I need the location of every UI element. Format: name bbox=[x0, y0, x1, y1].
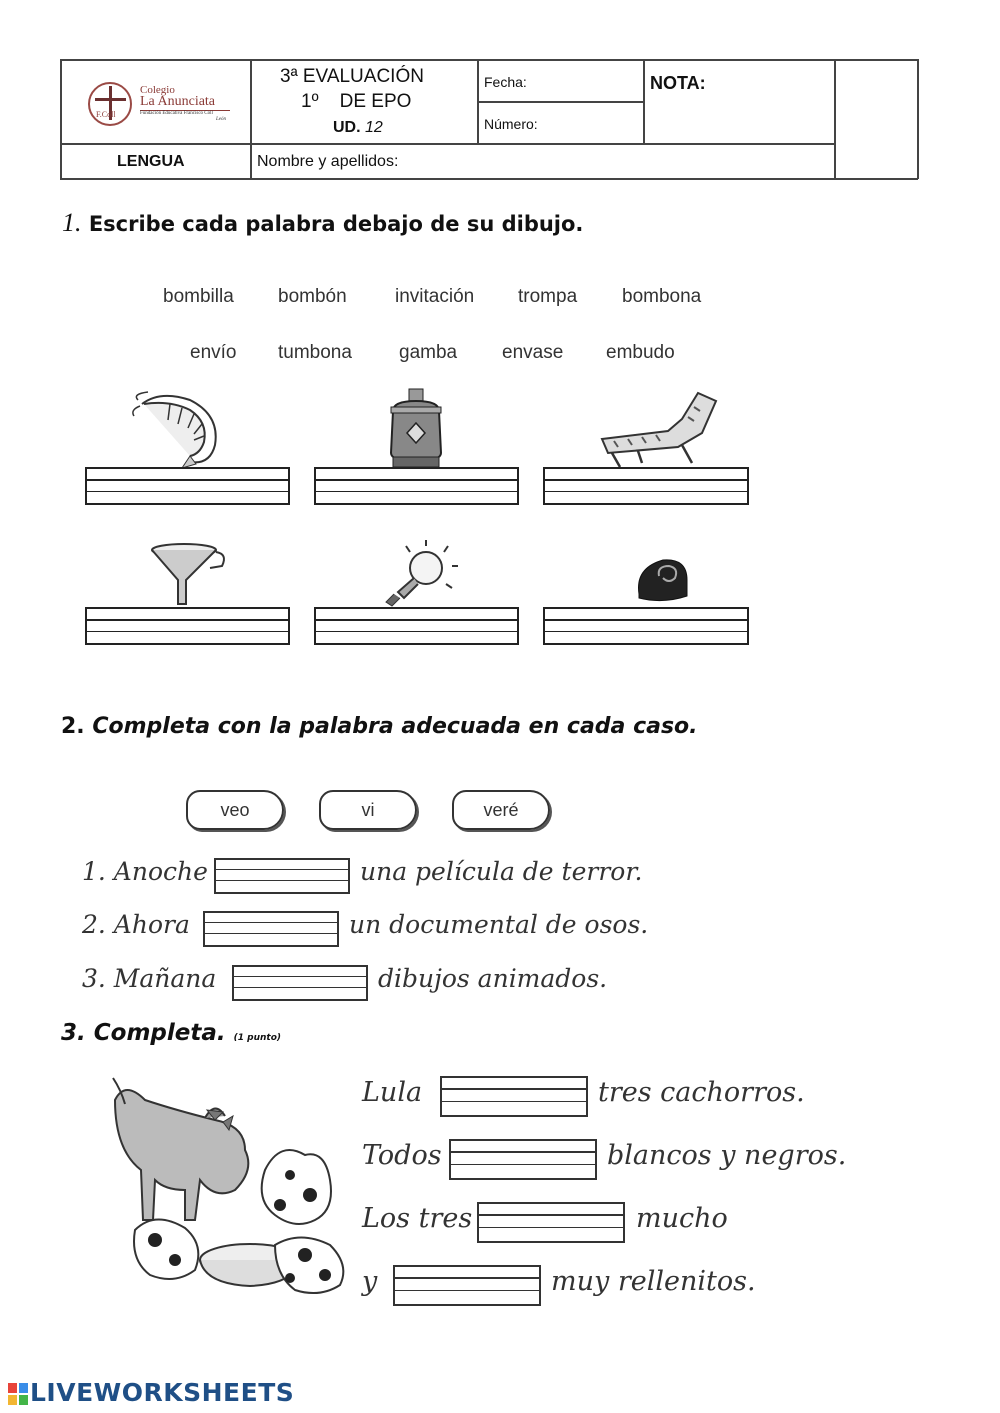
answer-lines-shrimp[interactable] bbox=[85, 467, 290, 505]
answer-lines-light-bulb[interactable] bbox=[314, 607, 519, 645]
exercise2-title-text: Completa con la palabra adecuada en cada caso. bbox=[92, 714, 698, 739]
option-vere[interactable]: veré bbox=[452, 790, 550, 830]
answer-lines-bonbon[interactable] bbox=[543, 607, 749, 645]
shrimp-icon bbox=[130, 390, 225, 470]
word-gamba: gamba bbox=[399, 342, 458, 363]
answer-lines-gas-bottle[interactable] bbox=[314, 467, 519, 505]
unit-label bbox=[333, 119, 383, 137]
option-veo[interactable]: veo bbox=[186, 790, 284, 830]
ex3-sentence3-after: mucho bbox=[636, 1203, 728, 1234]
ex2-answer3[interactable] bbox=[232, 965, 368, 1001]
answer-lines-lounge-chair[interactable] bbox=[543, 467, 749, 505]
exercise1-title bbox=[62, 208, 583, 238]
chocolate-bonbon-icon bbox=[633, 554, 691, 606]
ex2-sentence2-before: 2. Ahora bbox=[82, 910, 190, 939]
ex2-sentence3-before: 3. Mañana bbox=[82, 964, 217, 993]
logo-badge-text: F.Coll bbox=[96, 110, 116, 119]
exercise1-title-text: Escribe cada palabra debajo de su dibujo. bbox=[88, 212, 584, 236]
school-name-line2: La Anunciata bbox=[140, 94, 216, 109]
liveworksheets-brand: LIVEWORKSHEETS bbox=[30, 1378, 295, 1407]
word-invitacion: invitación bbox=[395, 286, 475, 307]
ex2-sentence1-before: 1. Anoche bbox=[82, 857, 208, 886]
ex3-answer3[interactable] bbox=[477, 1202, 625, 1243]
lounge-chair-icon bbox=[598, 389, 720, 469]
ex3-sentence4-after: muy rellenitos. bbox=[551, 1266, 756, 1297]
ex3-sentence1-before: Lula bbox=[362, 1077, 423, 1108]
numero-label: Número: bbox=[484, 116, 538, 132]
ex3-answer2[interactable] bbox=[449, 1139, 597, 1180]
word-envase: envase bbox=[502, 342, 564, 363]
ex2-sentence3-after: dibujos animados. bbox=[378, 964, 608, 993]
liveworksheets-logo-icon bbox=[8, 1383, 28, 1405]
answer-lines-funnel[interactable] bbox=[85, 607, 290, 645]
subject-label: LENGUA bbox=[117, 153, 185, 170]
ex3-sentence2-before: Todos bbox=[362, 1140, 442, 1171]
word-trompa: trompa bbox=[518, 286, 578, 307]
evaluation-title: 3ª EVALUACIÓN bbox=[280, 66, 424, 87]
exercise3-points: (1 punto) bbox=[233, 1033, 282, 1043]
exercise2-title bbox=[61, 714, 698, 739]
word-bombona: bombona bbox=[622, 286, 702, 307]
course-label: 1º DE EPO bbox=[301, 91, 412, 112]
word-envio: envío bbox=[190, 342, 237, 363]
ex3-sentence2-after: blancos y negros. bbox=[607, 1140, 847, 1171]
ex3-sentence4-before: y bbox=[362, 1266, 378, 1297]
ex3-answer1[interactable] bbox=[440, 1076, 588, 1117]
exercise3-number: 3. bbox=[61, 1020, 86, 1046]
exercise2-number: 2. bbox=[61, 714, 85, 739]
ex3-answer4[interactable] bbox=[393, 1265, 541, 1306]
option-vi[interactable]: vi bbox=[319, 790, 417, 830]
ex2-sentence1-after: una película de terror. bbox=[360, 857, 643, 886]
nota-label: NOTA: bbox=[650, 73, 706, 93]
ex2-answer1[interactable] bbox=[214, 858, 350, 894]
name-label: Nombre y apellidos: bbox=[257, 153, 399, 170]
gas-bottle-icon bbox=[385, 387, 447, 469]
word-tumbona: tumbona bbox=[278, 342, 352, 363]
word-bombon: bombón bbox=[278, 286, 347, 307]
exercise3-title bbox=[61, 1020, 281, 1046]
unit-number: 12 bbox=[365, 119, 383, 136]
funnel-icon bbox=[148, 542, 228, 607]
ex2-answer2[interactable] bbox=[203, 911, 339, 947]
school-city: León bbox=[216, 117, 226, 122]
dogs-illustration bbox=[105, 1070, 350, 1300]
fecha-label: Fecha: bbox=[484, 74, 527, 90]
word-embudo: embudo bbox=[606, 342, 675, 363]
school-name-line1: Colegio bbox=[140, 84, 175, 96]
light-bulb-icon bbox=[378, 536, 466, 608]
word-bombilla: bombilla bbox=[163, 286, 234, 307]
ex3-sentence1-after: tres cachorros. bbox=[598, 1077, 805, 1108]
exercise3-title-text: Completa. bbox=[93, 1020, 226, 1046]
ex2-sentence2-after: un documental de osos. bbox=[349, 910, 649, 939]
school-subtitle: Fundación Educativa Francisco Coll bbox=[140, 111, 213, 116]
exercise1-number: 1. bbox=[62, 208, 82, 237]
ex3-sentence3-before: Los tres bbox=[362, 1203, 473, 1234]
unit-prefix: UD. bbox=[333, 119, 361, 136]
